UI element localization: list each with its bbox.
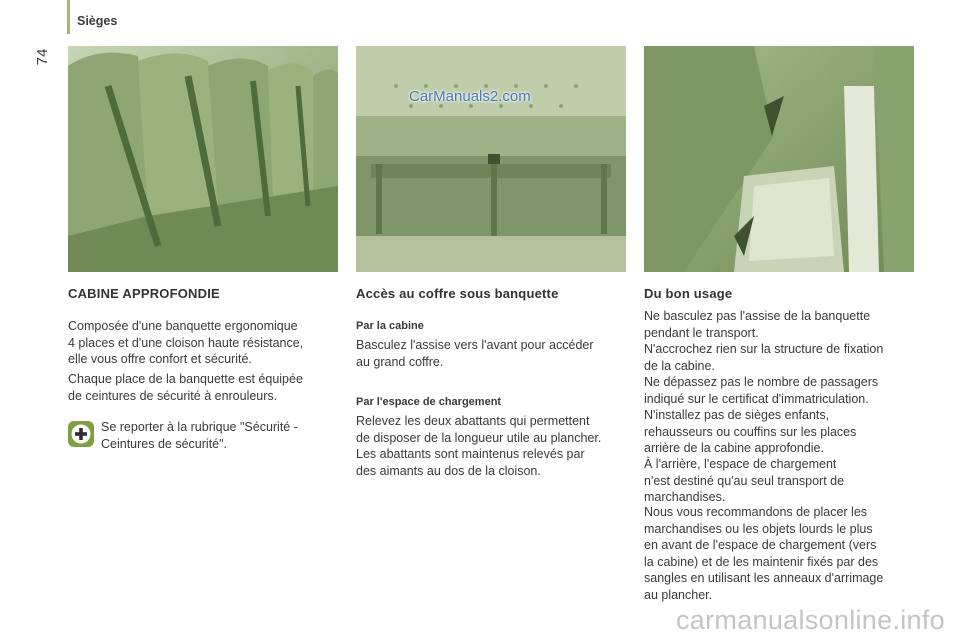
proper-use-item-1: Ne basculez pas l'assise de la banquette pendant le transport.: [644, 309, 871, 340]
from-cabin-text: Basculez l'assise vers l'avant pour accéder au grand coffre.: [356, 338, 594, 369]
page-number: 74: [33, 48, 51, 66]
cabin-paragraph-2: Chaque place de la banquette est équipée de ceintures de sécurité à enrouleurs.: [68, 372, 303, 403]
proper-use-item-6: Nous vous recommandons de placer les marchandises ou les objets lourds le plus en avant de l'espace de chargement (vers la cabine) et de les maintenir fixés par des sangles en utilisant les anneaux d'arrimage au plancher.: [644, 505, 884, 602]
safety-reference-note: Se reporter à la rubrique "Sécurité - Ceintures de sécurité".: [101, 420, 298, 451]
cabin-structure-illustration: [644, 46, 914, 272]
watermark-top: CarManuals2.com: [409, 88, 531, 105]
cabin-paragraph-1: Composée d'une banquette ergonomique 4 places et d'une cloison haute résistance, elle vous offre confort et sécurité.: [68, 319, 304, 366]
proper-use-item-2: N'accrochez rien sur la structure de fixation de la cabine.: [644, 342, 884, 373]
proper-use-item-3: Ne dépassez pas le nombre de passagers indiqué sur le certificat d'immatriculation.: [644, 375, 879, 406]
proper-use-item-5: À l'arrière, l'espace de chargement n'est destiné qu'au seul transport de marchandises.: [644, 457, 845, 504]
plus-circle-icon: [68, 421, 94, 447]
watermark-bottom: carmanualsonline.info: [676, 605, 945, 635]
proper-use-heading: Du bon usage: [644, 286, 733, 301]
proper-use-item-4: N'installez pas de sièges enfants, rehausseurs ou couffins sur les places arrière de la cabine approfondie.: [644, 408, 857, 455]
cabin-heading: CABINE APPROFONDIE: [68, 286, 220, 301]
from-cargo-subheading: Par l'espace de chargement: [356, 396, 502, 408]
section-accent-bar: [67, 0, 70, 34]
storage-heading: Accès au coffre sous banquette: [356, 286, 559, 301]
bench-seat-illustration: [68, 46, 338, 272]
from-cargo-text: Relevez les deux abattants qui permettent de disposer de la longueur utile au plancher. Les abattants sont maintenus relevés par des aimants au dos de la cloison.: [356, 414, 602, 478]
from-cabin-subheading: Par la cabine: [356, 320, 424, 332]
under-seat-storage-illustration: [356, 46, 626, 272]
section-title: Sièges: [77, 14, 118, 28]
